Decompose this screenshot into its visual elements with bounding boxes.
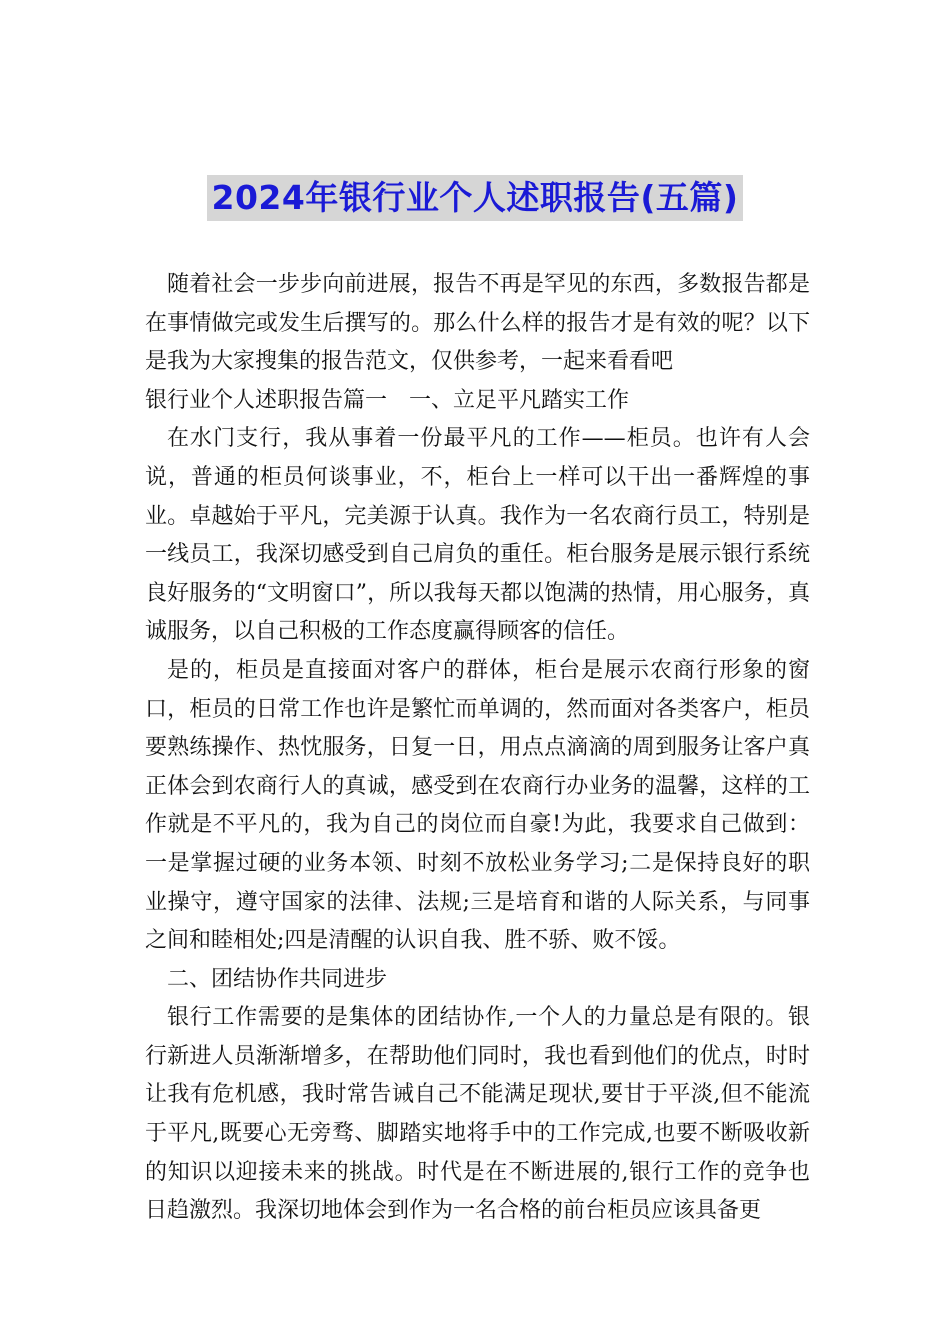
section-heading-1: 银行业个人述职报告篇一 一、立足平凡踏实工作 bbox=[145, 387, 630, 413]
intro-paragraph: 随着社会一步步向前进展，报告不再是罕见的东西，多数报告都是在事情做完或发生后撰写的。那么什么样的报告才是有效的呢？以下是我为大家搜集的报告范文，仅供参考，一起来看看吧 bbox=[145, 272, 810, 375]
section-heading-2: 二、团结协作共同进步 bbox=[167, 966, 388, 992]
title-wrapper bbox=[0, 175, 950, 221]
body-paragraph: 是的，柜员是直接面对客户的群体，柜台是展示农商行形象的窗口，柜员的日常工作也许是繁忙而单调的，然而面对各类客户，柜员要熟练操作、热忱服务，日复一日，用点点滴滴的周到服务让客户真正体会到农商行人的真诚，感受到在农商行办业务的温馨，这样的工作就是不平凡的，我为自己的岗位而自豪!为此，我要求自己做到：一是掌握过硬的业务本领、时刻不放松业务学习;二是保持良好的职业操守，遵守国家的法律、法规;三是培育和谐的人际关系，与同事之间和睦相处;四是清醒的认识自我、胜不骄、败不馁。 bbox=[145, 657, 810, 954]
body-paragraph: 银行工作需要的是集体的团结协作,一个人的力量总是有限的。银行新进人员渐渐增多，在帮助他们同时，我也看到他们的优点，时时让我有危机感，我时常告诫自己不能满足现状,要甘于平淡,但不能流于平凡,既要心无旁骛、脚踏实地将手中的工作完成,也要不断吸收新的知识以迎接未来的挑战。时代是在不断进展的,银行工作的竞争也日趋激烈。我深切地体会到作为一名合格的前台柜员应该具备更 bbox=[145, 1005, 810, 1224]
body-paragraph: 在水门支行，我从事着一份最平凡的工作——柜员。也许有人会说，普通的柜员何谈事业，不，柜台上一样可以干出一番辉煌的事业。卓越始于平凡，完美源于认真。我作为一名农商行员工，特别是一线员工，我深切感受到自己肩负的重任。柜台服务是展示银行系统良好服务的“文明窗口”，所以我每天都以饱满的热情，用心服务，真诚服务，以自己积极的工作态度赢得顾客的信任。 bbox=[145, 426, 810, 645]
document-title: 2024年银行业个人述职报告(五篇) bbox=[207, 175, 742, 221]
document-body bbox=[145, 266, 810, 1231]
